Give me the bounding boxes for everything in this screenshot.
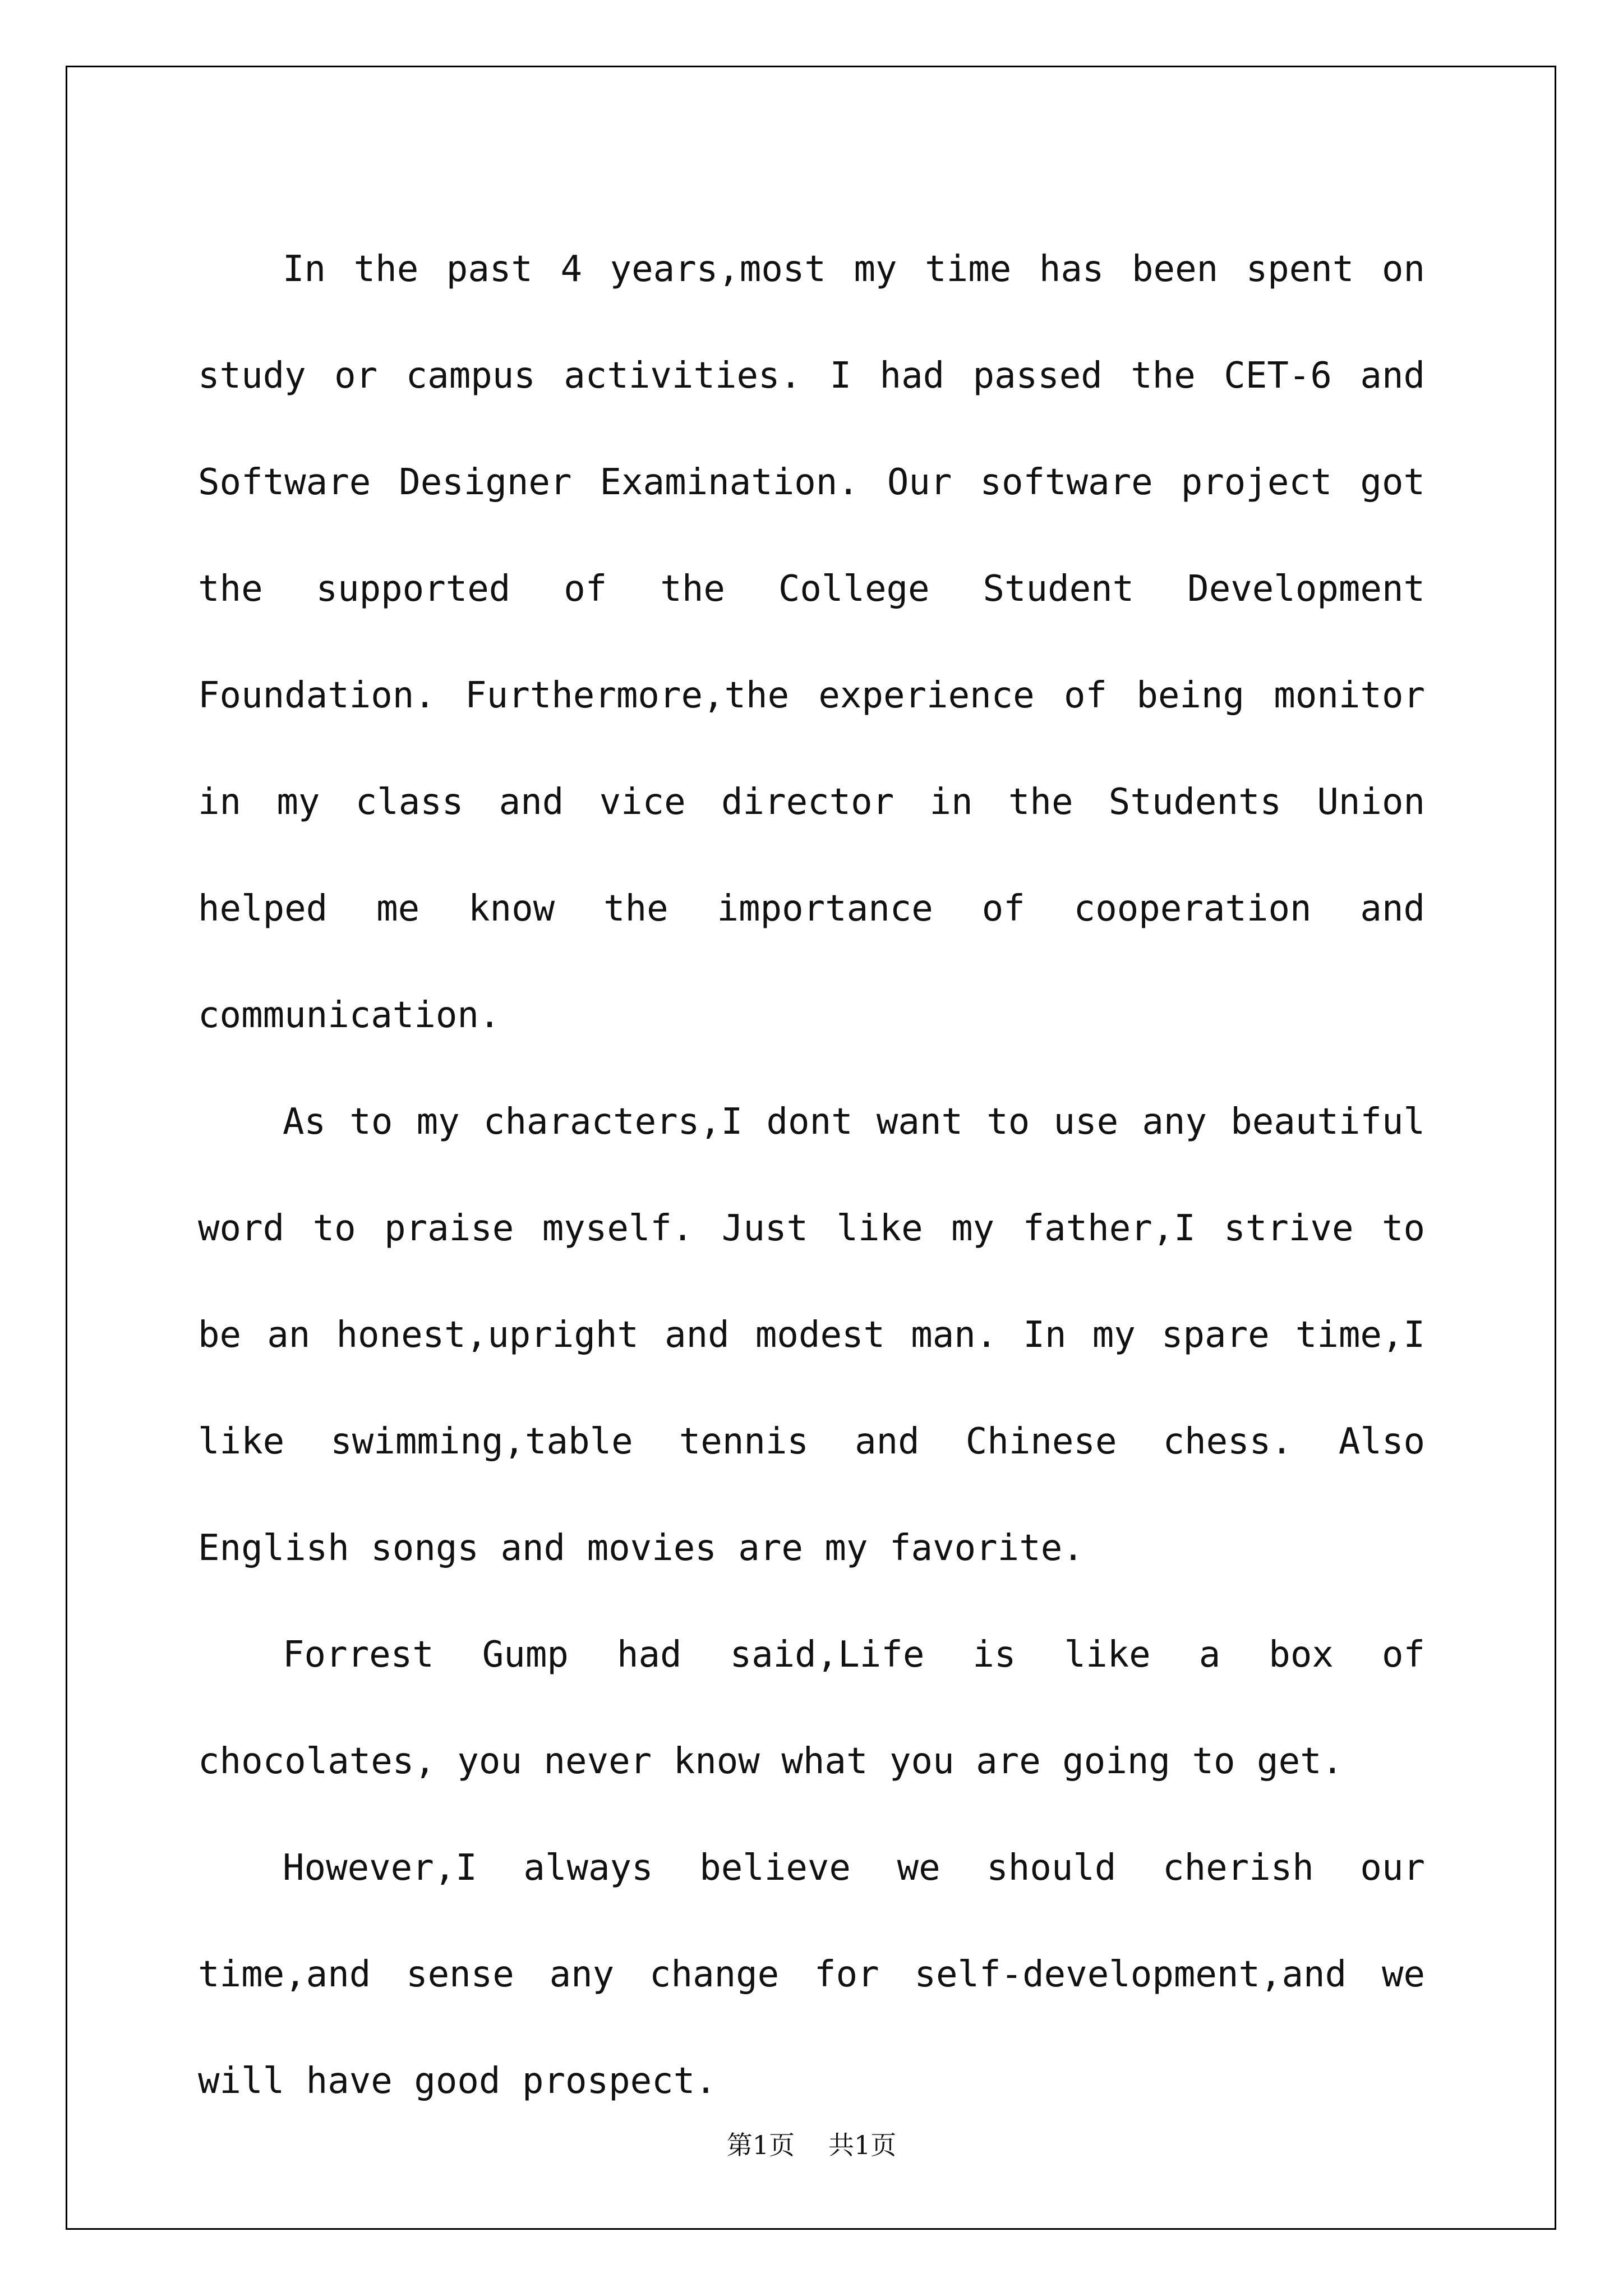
paragraph-character: As to my characters,I dont want to use any beautiful word to praise myself. Just like my father,I strive to be an honest,upright and modest man. In my spare time,I like swimming,table tennis and Chinese chess. Also English songs and movies are my favorite. bbox=[198, 1101, 1425, 1569]
document-body bbox=[198, 216, 1425, 2134]
paragraph-education: In the past 4 years,most my time has been spent on study or campus activities. I had passed the CET-6 and Software Designer Examination. Our software project got the supported of the College Student Development Foundation. Furthermore,the experience of being monitor in my class and vice director in the Students Union helped me know the importance of cooperation and communication. bbox=[198, 249, 1425, 1036]
paragraph-closing: However,I always believe we should cherish our time,and sense any change for self-development,and we will have good prospect. bbox=[198, 1847, 1425, 2102]
page-number-total: 共1页 bbox=[828, 2130, 897, 2160]
page-footer bbox=[0, 2125, 1623, 2162]
page-number-current: 第1页 bbox=[726, 2130, 795, 2160]
paragraph-quote: Forrest Gump had said,Life is like a box of chocolates, you never know what you are going to get. bbox=[198, 1634, 1425, 1782]
